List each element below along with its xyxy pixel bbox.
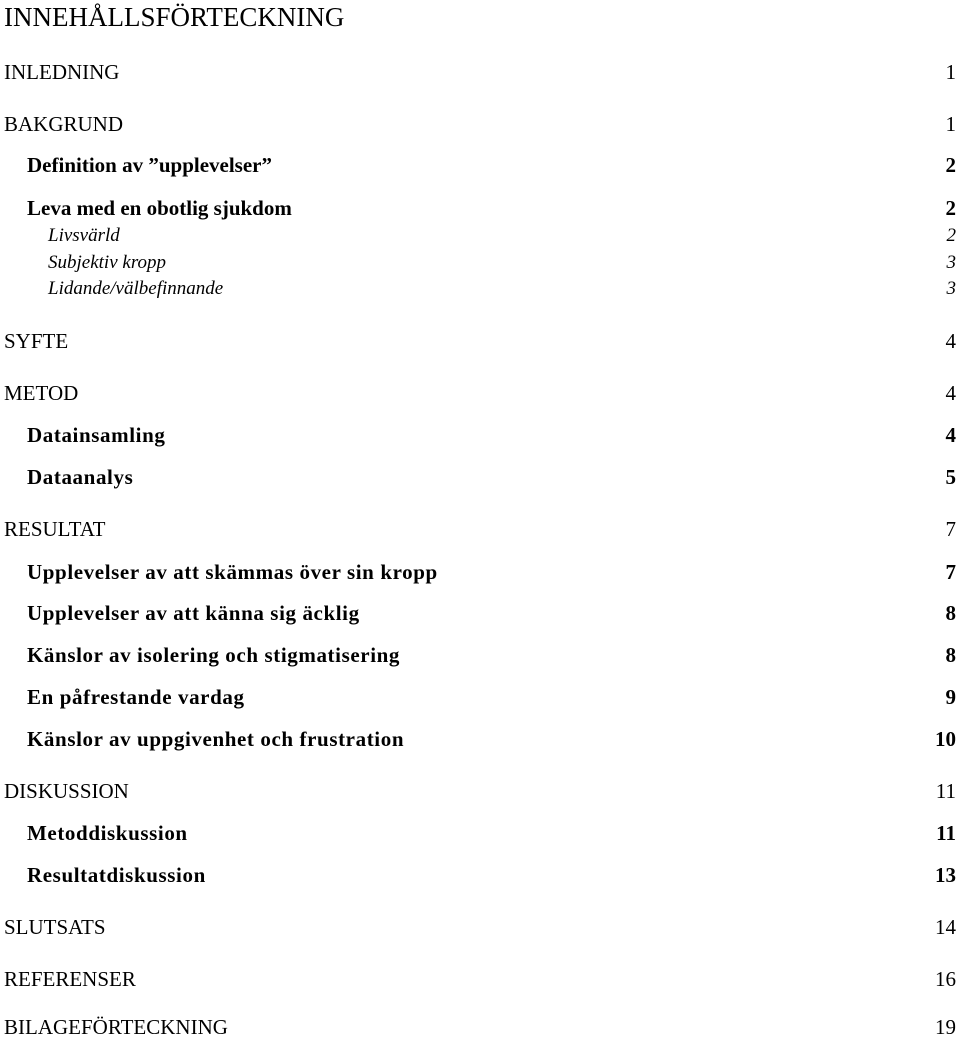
toc-entry-acklig[interactable] xyxy=(0,600,960,626)
toc-entry-page: 4 xyxy=(945,329,956,353)
toc-entry-vardag[interactable] xyxy=(0,684,960,710)
toc-entry-label: Metoddiskussion xyxy=(27,821,188,845)
toc-entry-leva-med[interactable] xyxy=(0,195,960,221)
toc-entry-page: 4 xyxy=(945,423,956,447)
toc-entry-uppgivenhet[interactable] xyxy=(0,726,960,752)
toc-entry-label: SLUTSATS xyxy=(4,915,106,939)
toc-entry-page: 7 xyxy=(945,560,956,584)
toc-entry-definition[interactable] xyxy=(0,152,960,178)
toc-entry-isolering[interactable] xyxy=(0,642,960,668)
toc-entry-label: RESULTAT xyxy=(4,517,106,541)
toc-entry-livsvarld[interactable] xyxy=(0,223,960,249)
toc-entry-page: 8 xyxy=(945,601,956,625)
toc-entry-page: 4 xyxy=(945,381,956,405)
toc-entry-bilageforteckning[interactable] xyxy=(0,1014,960,1040)
toc-entry-metoddiskussion[interactable] xyxy=(0,820,960,846)
toc-entry-page: 16 xyxy=(935,967,956,991)
toc-entry-page: 11 xyxy=(936,821,956,845)
toc-entry-resultatdiskussion[interactable] xyxy=(0,862,960,888)
toc-entry-metod[interactable] xyxy=(0,380,960,406)
toc-entry-datainsamling[interactable] xyxy=(0,422,960,448)
toc-entry-bakgrund[interactable] xyxy=(0,111,960,137)
toc-entry-label: METOD xyxy=(4,381,79,405)
toc-entry-label: Lidande/välbefinnande xyxy=(48,278,224,299)
toc-entry-page: 2 xyxy=(946,225,956,246)
toc-entry-subjektiv-kropp[interactable] xyxy=(0,250,960,276)
toc-entry-page: 9 xyxy=(945,685,956,709)
toc-entry-page: 2 xyxy=(945,196,956,220)
toc-entry-page: 5 xyxy=(945,465,956,489)
toc-title: INNEHÅLLSFÖRTECKNING xyxy=(4,2,345,32)
toc-entry-slutsats[interactable] xyxy=(0,914,960,940)
toc-entry-label: Känslor av uppgivenhet och frustration xyxy=(27,727,405,751)
toc-entry-label: Leva med en obotlig sjukdom xyxy=(27,196,292,220)
toc-entry-page: 11 xyxy=(935,779,956,803)
toc-entry-label: Känslor av isolering och stigmatisering xyxy=(27,643,401,667)
toc-entry-label: Definition av ”upplevelser” xyxy=(27,153,272,177)
toc-entry-page: 19 xyxy=(935,1015,956,1039)
toc-entry-diskussion[interactable] xyxy=(0,778,960,804)
toc-entry-page: 7 xyxy=(945,517,956,541)
toc-entry-label: DISKUSSION xyxy=(4,779,129,803)
toc-entry-inledning[interactable] xyxy=(0,59,960,85)
toc-entry-page: 1 xyxy=(945,112,956,136)
toc-entry-label: Upplevelser av att känna sig äcklig xyxy=(27,601,360,625)
toc-entry-label: Livsvärld xyxy=(48,225,120,246)
toc-entry-page: 1 xyxy=(945,60,956,84)
toc-entry-label: SYFTE xyxy=(4,329,69,353)
toc-entry-page: 13 xyxy=(935,863,956,887)
toc-entry-label: Datainsamling xyxy=(27,423,166,447)
toc-entry-label: INLEDNING xyxy=(4,60,120,84)
toc-entry-lidande[interactable] xyxy=(0,276,960,302)
toc-entry-resultat[interactable] xyxy=(0,516,960,542)
toc-entry-label: Subjektiv kropp xyxy=(48,252,167,273)
toc-entry-page: 3 xyxy=(946,278,956,299)
toc-entry-label: En påfrestande vardag xyxy=(27,685,245,709)
toc-entry-label: BAKGRUND xyxy=(4,112,124,136)
toc-entry-skammas[interactable] xyxy=(0,559,960,585)
toc-entry-page: 14 xyxy=(935,915,956,939)
toc-entry-page: 10 xyxy=(935,727,956,751)
toc-entry-page: 8 xyxy=(945,643,956,667)
toc-entry-page: 2 xyxy=(945,153,956,177)
toc-entry-label: Resultatdiskussion xyxy=(27,863,206,887)
toc-entry-dataanalys[interactable] xyxy=(0,464,960,490)
toc-entry-syfte[interactable] xyxy=(0,328,960,354)
toc-entry-label: REFERENSER xyxy=(4,967,136,991)
toc-entry-label: Upplevelser av att skämmas över sin kropp xyxy=(27,560,438,584)
toc-entry-referenser[interactable] xyxy=(0,966,960,992)
toc-entry-label: Dataanalys xyxy=(27,465,134,489)
toc-entry-page: 3 xyxy=(946,252,956,273)
toc-entry-label: BILAGEFÖRTECKNING xyxy=(4,1015,228,1039)
